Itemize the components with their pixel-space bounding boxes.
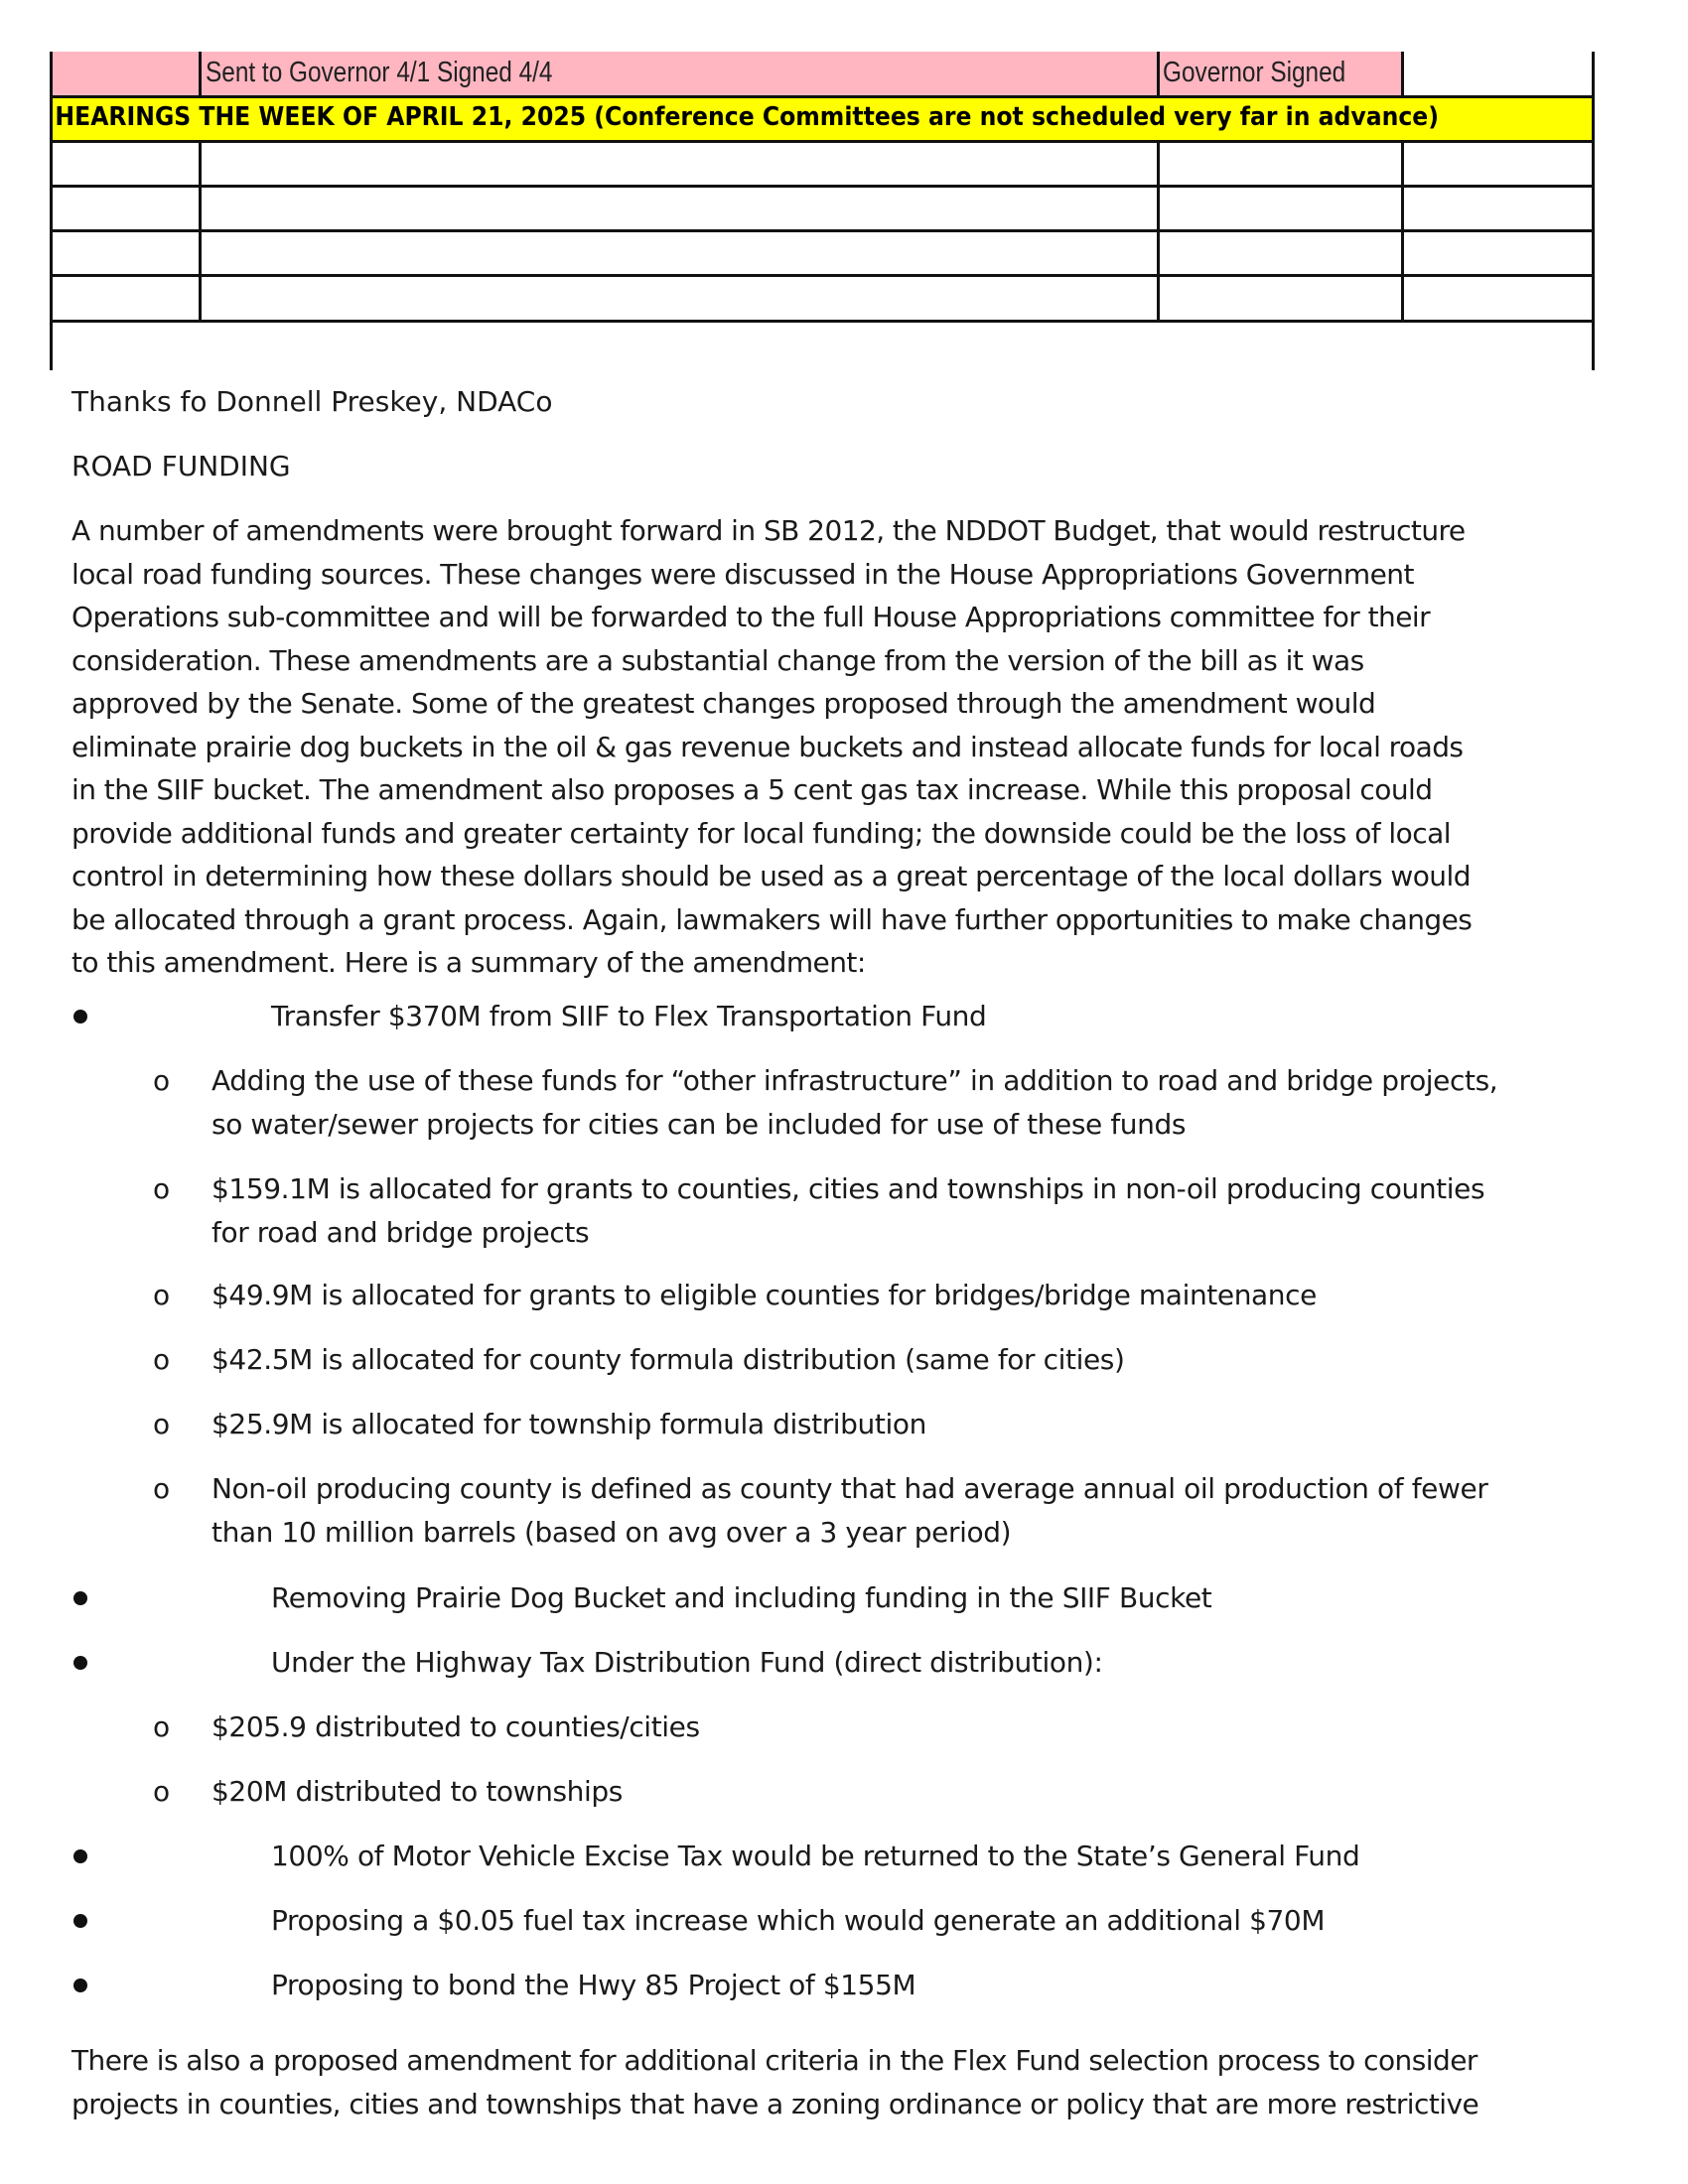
intro-paragraph-text: A number of amendments were brought forward in SB 2012, the NDDOT Budget, that would restructure local road funding sources. These changes were discussed in the House Appropriations Government Operations sub-committee and will be forwarded to the full House Appropriations committee for their consideration. These amendments are a substantial change from the version of the bill as it was approved by the Senate. Some of the greatest changes proposed through the amendment would eliminate prairie dog buckets in the oil & gas revenue buckets and instead allocate funds for local roads in the SIIF bucket. The amendment also proposes a 5 cent gas tax increase. While this proposal could provide additional funds and greater certainty for local funding; the downside could be the loss of local control in determining how these dollars should be used as a great percentage of the local dollars would be allocated through a grant process. Again, lawmakers will have further opportunities to make changes to this amendment. Here is a summary of the amendment: — [71, 514, 1473, 979]
closing-paragraph — [71, 2039, 1481, 2125]
bullet-dot — [73, 1849, 87, 1863]
sub-bullet-item: $42.5M is allocated for county formula distribution (same for cities) — [211, 1343, 1125, 1376]
table-rule — [1401, 141, 1404, 322]
bullet-item: 100% of Motor Vehicle Excise Tax would be returned to the State’s General Fund — [271, 1840, 1360, 1872]
bullet-item: Proposing a $0.05 fuel tax increase which would generate an additional $70M — [271, 1904, 1326, 1937]
table-rule — [50, 320, 1595, 323]
sub-bullet-marker: o — [153, 1472, 171, 1505]
bullet-item: Under the Highway Tax Distribution Fund (direct distribution): — [271, 1646, 1103, 1679]
table-rule — [50, 140, 1595, 143]
table-rule — [199, 141, 202, 322]
sub-bullet-marker: o — [153, 1710, 171, 1743]
sub-bullet-item: $205.9 distributed to counties/cities — [211, 1710, 700, 1743]
table-rule — [1157, 141, 1160, 322]
table-rule — [199, 52, 202, 97]
bullet-dot — [73, 1591, 87, 1605]
status-row-action: Sent to Governor 4/1 Signed 4/4 — [206, 57, 553, 88]
status-row-action-cell — [201, 52, 1158, 96]
table-rule — [1401, 52, 1404, 97]
sub-bullet-marker: o — [153, 1408, 171, 1440]
table-rule — [1157, 52, 1160, 97]
table-rule — [1402, 95, 1595, 98]
credit-line — [71, 380, 1481, 424]
table-rule — [50, 274, 1595, 277]
sub-bullet-item: Non-oil producing county is defined as county that had average annual oil production of fewer than 10 million barrels (based on avg over a 3 year period) — [211, 1472, 1488, 1549]
sub-bullet-item: $25.9M is allocated for township formula distribution — [211, 1408, 926, 1440]
sub-bullet-marker: o — [153, 1279, 171, 1311]
section-title — [71, 445, 1481, 488]
status-row-status-cell — [1158, 52, 1402, 96]
bullet-item: Transfer $370M from SIIF to Flex Transportation Fund — [271, 1000, 987, 1032]
bullet-dot — [73, 1979, 87, 1992]
credit-text: Thanks fo Donnell Preskey, NDACo — [71, 385, 553, 418]
sub-bullet-marker: o — [153, 1172, 171, 1205]
bullet-item: Removing Prairie Dog Bucket and including funding in the SIIF Bucket — [271, 1581, 1212, 1614]
bullet-item: Proposing to bond the Hwy 85 Project of $155M — [271, 1969, 916, 2001]
sub-bullet-item: Adding the use of these funds for “other infrastructure” in addition to road and bridge projects, so water/sewer projects for cities can be included for use of these funds — [211, 1064, 1498, 1141]
sub-bullet-marker: o — [153, 1343, 171, 1376]
status-row-status: Governor Signed — [1163, 57, 1346, 88]
table-rule — [50, 52, 53, 370]
table-rule — [50, 95, 1402, 98]
bullet-dot — [73, 1656, 87, 1670]
sub-bullet-marker: o — [153, 1775, 171, 1808]
closing-paragraph-text: There is also a proposed amendment for additional criteria in the Flex Fund selection process to consider projects in counties, cities and townships that have a zoning ordinance or policy that are more restrictive — [71, 2044, 1479, 2120]
hearings-banner: HEARINGS THE WEEK OF APRIL 21, 2025 (Conference Committees are not scheduled very far in advance) — [55, 102, 1440, 132]
sub-bullet-item: $20M distributed to townships — [211, 1775, 623, 1808]
sub-bullet-marker: o — [153, 1064, 171, 1097]
table-rule — [1592, 52, 1595, 370]
bullet-dot — [73, 1010, 87, 1024]
hearings-banner-cell — [50, 96, 1595, 141]
status-row-col1 — [50, 52, 201, 96]
table-rule — [50, 185, 1595, 188]
table-rule — [50, 229, 1595, 232]
bullet-dot — [73, 1914, 87, 1928]
section-title-text: ROAD FUNDING — [71, 450, 291, 482]
sub-bullet-item: $49.9M is allocated for grants to eligible counties for bridges/bridge maintenance — [211, 1279, 1317, 1311]
intro-paragraph — [71, 509, 1481, 985]
sub-bullet-item: $159.1M is allocated for grants to counties, cities and townships in non-oil producing counties for road and bridge projects — [211, 1172, 1485, 1249]
hearings-table — [50, 52, 1595, 370]
